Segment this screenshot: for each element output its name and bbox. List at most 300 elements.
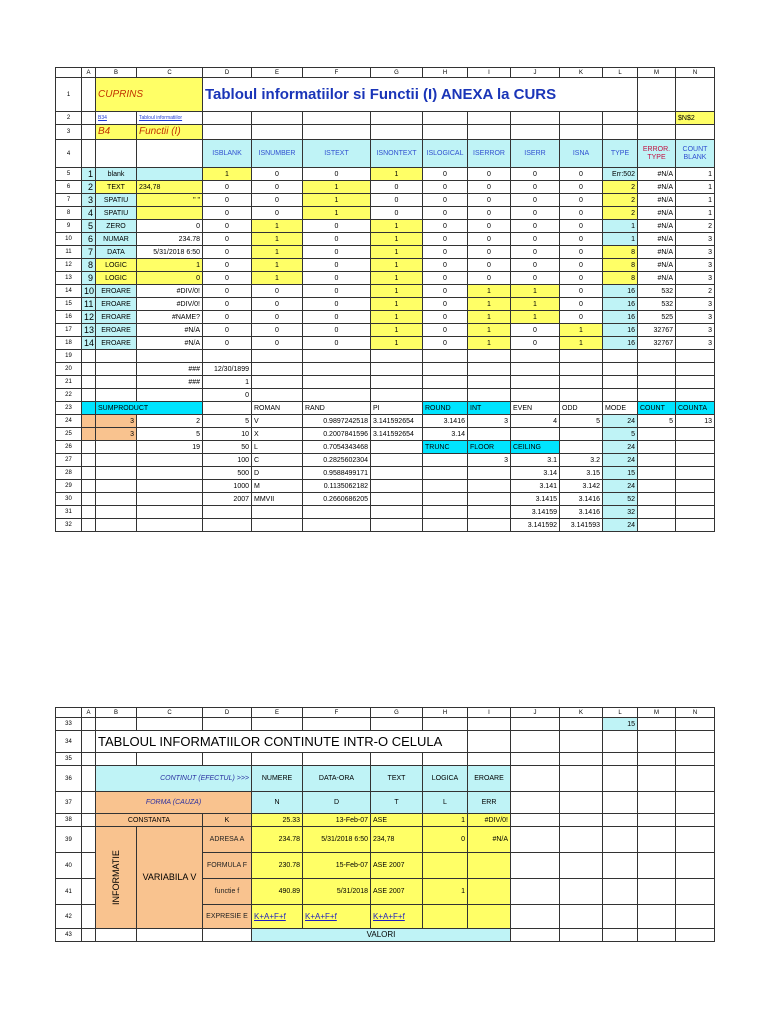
- row-value[interactable]: [137, 207, 203, 220]
- result-cell[interactable]: 1: [468, 285, 511, 298]
- b4-cell[interactable]: B4: [96, 125, 137, 140]
- cell[interactable]: [371, 467, 423, 480]
- result-cell[interactable]: 16: [603, 285, 638, 298]
- valori-label[interactable]: VALORI: [252, 929, 511, 942]
- cell[interactable]: [371, 493, 423, 506]
- cell[interactable]: [82, 493, 96, 506]
- row-number[interactable]: 30: [56, 493, 82, 506]
- cell[interactable]: [468, 753, 511, 766]
- cell[interactable]: [603, 389, 638, 402]
- col-header-k[interactable]: K: [560, 68, 603, 78]
- result-cell[interactable]: #N/A: [638, 168, 676, 181]
- cell[interactable]: [82, 467, 96, 480]
- result-cell[interactable]: 0: [560, 311, 603, 324]
- row-number[interactable]: 10: [56, 233, 82, 246]
- cell[interactable]: [638, 454, 676, 467]
- cell[interactable]: [603, 827, 638, 853]
- result-cell[interactable]: 3: [676, 272, 715, 285]
- constanta-k[interactable]: K: [203, 814, 252, 827]
- row-value[interactable]: 234,78: [137, 181, 203, 194]
- col-header-d[interactable]: D: [203, 68, 252, 78]
- cell[interactable]: 0: [423, 827, 468, 853]
- cell[interactable]: [638, 766, 676, 792]
- result-cell[interactable]: 1: [371, 259, 423, 272]
- cell[interactable]: [423, 853, 468, 879]
- row-number[interactable]: 27: [56, 454, 82, 467]
- result-cell[interactable]: 0: [511, 233, 560, 246]
- result-cell[interactable]: 0: [423, 246, 468, 259]
- row-number[interactable]: 24: [56, 415, 82, 428]
- link-tablou[interactable]: Tabloul informatiilor: [137, 112, 203, 125]
- row-number[interactable]: 21: [56, 376, 82, 389]
- cell[interactable]: [560, 112, 603, 125]
- cell[interactable]: [468, 112, 511, 125]
- cell[interactable]: 3.15: [560, 467, 603, 480]
- cell[interactable]: 50: [203, 441, 252, 454]
- cell[interactable]: [676, 363, 715, 376]
- cell[interactable]: M: [252, 480, 303, 493]
- result-cell[interactable]: 0: [560, 168, 603, 181]
- result-cell[interactable]: 2: [676, 220, 715, 233]
- result-cell[interactable]: 1: [603, 233, 638, 246]
- cell[interactable]: [203, 506, 252, 519]
- result-cell[interactable]: 1: [468, 337, 511, 350]
- cell-counta[interactable]: COUNTA: [676, 402, 715, 415]
- cell[interactable]: [676, 78, 715, 112]
- row-number[interactable]: 18: [56, 337, 82, 350]
- col-header-g[interactable]: G: [371, 68, 423, 78]
- col-header-n[interactable]: N: [676, 708, 715, 718]
- cell[interactable]: [676, 929, 715, 942]
- cell[interactable]: [423, 506, 468, 519]
- cell[interactable]: 5: [203, 415, 252, 428]
- result-cell[interactable]: 0: [560, 220, 603, 233]
- row-label[interactable]: blank: [96, 168, 137, 181]
- cell[interactable]: [252, 753, 303, 766]
- cell-sumproduct[interactable]: SUMPRODUCT: [96, 402, 203, 415]
- row-index[interactable]: 11: [82, 298, 96, 311]
- cell[interactable]: 0.7054343468: [303, 441, 371, 454]
- cell-pi[interactable]: PI: [371, 402, 423, 415]
- col-header-c[interactable]: C: [137, 708, 203, 718]
- formula-label[interactable]: FORMULA F: [203, 853, 252, 879]
- col-header-f[interactable]: F: [303, 708, 371, 718]
- cell[interactable]: ASE 2007: [371, 879, 423, 905]
- cell[interactable]: [371, 441, 423, 454]
- cell[interactable]: [96, 519, 137, 532]
- cell[interactable]: 500: [203, 467, 252, 480]
- cell[interactable]: [82, 125, 96, 140]
- row-label[interactable]: NUMAR: [96, 233, 137, 246]
- cell[interactable]: [676, 467, 715, 480]
- cell[interactable]: [137, 929, 203, 942]
- cell[interactable]: [82, 519, 96, 532]
- cell[interactable]: 3.2: [560, 454, 603, 467]
- cell[interactable]: [82, 853, 96, 879]
- cell[interactable]: [96, 718, 137, 731]
- cell[interactable]: [96, 493, 137, 506]
- cell-count[interactable]: COUNT: [638, 402, 676, 415]
- cell[interactable]: [511, 731, 560, 753]
- cell[interactable]: [603, 753, 638, 766]
- cell[interactable]: MMVII: [252, 493, 303, 506]
- cell[interactable]: [638, 792, 676, 814]
- cell[interactable]: [82, 454, 96, 467]
- cell[interactable]: [96, 929, 137, 942]
- result-cell[interactable]: 3: [676, 259, 715, 272]
- row-number[interactable]: 28: [56, 467, 82, 480]
- cell[interactable]: [468, 350, 511, 363]
- result-cell[interactable]: #N/A: [638, 220, 676, 233]
- result-cell[interactable]: 0: [303, 285, 371, 298]
- info-table-title[interactable]: TABLOUL INFORMATIILOR CONTINUTE INTR-O CELULA: [96, 731, 468, 753]
- cell[interactable]: [423, 112, 468, 125]
- cell[interactable]: [303, 718, 371, 731]
- result-cell[interactable]: 0: [560, 298, 603, 311]
- cell[interactable]: 230.78: [252, 853, 303, 879]
- row-number[interactable]: 3: [56, 125, 82, 140]
- expression-link-1[interactable]: K+A+F+f: [252, 905, 303, 929]
- cell[interactable]: [560, 766, 603, 792]
- result-cell[interactable]: 0: [203, 259, 252, 272]
- cell[interactable]: [252, 718, 303, 731]
- result-cell[interactable]: 3: [676, 324, 715, 337]
- cell[interactable]: [82, 506, 96, 519]
- result-cell[interactable]: 2: [603, 181, 638, 194]
- row-number[interactable]: 13: [56, 272, 82, 285]
- cell[interactable]: [82, 879, 96, 905]
- result-cell[interactable]: 16: [603, 324, 638, 337]
- cell-trunc[interactable]: TRUNC: [423, 441, 468, 454]
- cell[interactable]: 3.14: [423, 428, 468, 441]
- cell[interactable]: 0.2825602304: [303, 454, 371, 467]
- row-value[interactable]: 0: [137, 272, 203, 285]
- cell[interactable]: [603, 879, 638, 905]
- result-cell[interactable]: 0: [203, 220, 252, 233]
- col-header-f[interactable]: F: [303, 68, 371, 78]
- row-number[interactable]: 36: [56, 766, 82, 792]
- cell[interactable]: [676, 428, 715, 441]
- result-cell[interactable]: 32767: [638, 324, 676, 337]
- cell-roman[interactable]: ROMAN: [252, 402, 303, 415]
- cell[interactable]: [468, 125, 511, 140]
- row-label[interactable]: SPATIU: [96, 207, 137, 220]
- cell[interactable]: [676, 125, 715, 140]
- cell[interactable]: 24: [603, 415, 638, 428]
- cell[interactable]: [423, 480, 468, 493]
- result-cell[interactable]: #N/A: [638, 194, 676, 207]
- result-cell[interactable]: 1: [676, 168, 715, 181]
- result-cell[interactable]: 1: [468, 311, 511, 324]
- row-number[interactable]: 22: [56, 389, 82, 402]
- cell[interactable]: [468, 506, 511, 519]
- result-cell[interactable]: 1: [303, 194, 371, 207]
- result-cell[interactable]: 1: [371, 246, 423, 259]
- cell[interactable]: [82, 753, 96, 766]
- result-cell[interactable]: 0: [423, 181, 468, 194]
- cell[interactable]: C: [252, 454, 303, 467]
- result-cell[interactable]: #N/A: [638, 259, 676, 272]
- header-iserror[interactable]: ISERROR: [468, 140, 511, 168]
- cell[interactable]: [82, 415, 96, 428]
- result-cell[interactable]: 1: [371, 168, 423, 181]
- cell[interactable]: [303, 376, 371, 389]
- row-number[interactable]: 4: [56, 140, 82, 168]
- cell[interactable]: 3.141592: [511, 519, 560, 532]
- cell[interactable]: [638, 441, 676, 454]
- result-cell[interactable]: #N/A: [638, 246, 676, 259]
- result-cell[interactable]: 1: [511, 311, 560, 324]
- result-cell[interactable]: 0: [468, 233, 511, 246]
- cell[interactable]: [468, 853, 511, 879]
- row-number[interactable]: 2: [56, 112, 82, 125]
- result-cell[interactable]: 0: [560, 259, 603, 272]
- result-cell[interactable]: 0: [423, 168, 468, 181]
- result-cell[interactable]: 0: [560, 285, 603, 298]
- cell[interactable]: [603, 731, 638, 753]
- col-header-b[interactable]: B: [96, 708, 137, 718]
- result-cell[interactable]: 0: [303, 311, 371, 324]
- cell[interactable]: [511, 814, 560, 827]
- cell[interactable]: [511, 112, 560, 125]
- result-cell[interactable]: 0: [203, 207, 252, 220]
- result-cell[interactable]: 1: [560, 337, 603, 350]
- cell[interactable]: [560, 363, 603, 376]
- result-cell[interactable]: 1: [371, 324, 423, 337]
- row-label[interactable]: DATA: [96, 246, 137, 259]
- result-cell[interactable]: 0: [303, 259, 371, 272]
- result-cell[interactable]: #N/A: [638, 233, 676, 246]
- result-cell[interactable]: 0: [511, 194, 560, 207]
- cell[interactable]: 5: [638, 415, 676, 428]
- cell[interactable]: [468, 718, 511, 731]
- cell[interactable]: [303, 125, 371, 140]
- col-header-c[interactable]: C: [137, 68, 203, 78]
- cell[interactable]: [252, 350, 303, 363]
- cell[interactable]: [82, 929, 96, 942]
- result-cell[interactable]: 0: [560, 181, 603, 194]
- cell[interactable]: [371, 454, 423, 467]
- result-cell[interactable]: 1: [676, 207, 715, 220]
- cell[interactable]: [676, 905, 715, 929]
- result-cell[interactable]: 0: [511, 181, 560, 194]
- row-value[interactable]: #NAME?: [137, 311, 203, 324]
- row-number[interactable]: 1: [56, 78, 82, 112]
- header-type[interactable]: TYPE: [603, 140, 638, 168]
- cell[interactable]: [560, 389, 603, 402]
- header-countblank[interactable]: COUNT BLANK: [676, 140, 715, 168]
- result-cell[interactable]: 0: [203, 194, 252, 207]
- cell[interactable]: 24: [603, 441, 638, 454]
- result-cell[interactable]: 2: [603, 207, 638, 220]
- cell[interactable]: [603, 766, 638, 792]
- row-value[interactable]: 0: [137, 220, 203, 233]
- cell[interactable]: [137, 454, 203, 467]
- result-cell[interactable]: 0: [560, 194, 603, 207]
- cell[interactable]: [603, 792, 638, 814]
- cell[interactable]: [511, 125, 560, 140]
- result-cell[interactable]: 1: [371, 311, 423, 324]
- result-cell[interactable]: 0: [252, 194, 303, 207]
- result-cell[interactable]: #N/A: [638, 272, 676, 285]
- result-cell[interactable]: 0: [511, 207, 560, 220]
- result-cell[interactable]: 8: [603, 246, 638, 259]
- row-value[interactable]: 5/31/2018 6:50: [137, 246, 203, 259]
- cell[interactable]: [638, 376, 676, 389]
- cell[interactable]: [603, 929, 638, 942]
- cell[interactable]: [560, 879, 603, 905]
- cell[interactable]: [638, 879, 676, 905]
- forma-l[interactable]: L: [423, 792, 468, 814]
- result-cell[interactable]: 1: [371, 220, 423, 233]
- adresa-label[interactable]: ADRESA A: [203, 827, 252, 853]
- result-cell[interactable]: 0: [252, 324, 303, 337]
- cell[interactable]: [468, 879, 511, 905]
- cell[interactable]: [676, 389, 715, 402]
- cell[interactable]: [560, 827, 603, 853]
- result-cell[interactable]: 0: [252, 207, 303, 220]
- result-cell[interactable]: 0: [252, 168, 303, 181]
- cell[interactable]: [638, 905, 676, 929]
- result-cell[interactable]: 0: [203, 233, 252, 246]
- forma-t[interactable]: T: [371, 792, 423, 814]
- result-cell[interactable]: 0: [303, 220, 371, 233]
- result-cell[interactable]: 0: [560, 272, 603, 285]
- cell[interactable]: [82, 814, 96, 827]
- col-header-d[interactable]: D: [203, 708, 252, 718]
- result-cell[interactable]: 1: [252, 259, 303, 272]
- col-header-i[interactable]: I: [468, 708, 511, 718]
- header-numere[interactable]: NUMERE: [252, 766, 303, 792]
- link-b34[interactable]: B34: [96, 112, 137, 125]
- result-cell[interactable]: 16: [603, 337, 638, 350]
- cell[interactable]: 3: [468, 454, 511, 467]
- col-header-j[interactable]: J: [511, 708, 560, 718]
- cell[interactable]: [371, 506, 423, 519]
- cell-ceiling[interactable]: CEILING: [511, 441, 560, 454]
- header-errortype[interactable]: ERROR. TYPE: [638, 140, 676, 168]
- cell[interactable]: [638, 112, 676, 125]
- header-eroare[interactable]: EROARE: [468, 766, 511, 792]
- result-cell[interactable]: 3: [676, 246, 715, 259]
- row-index[interactable]: 10: [82, 285, 96, 298]
- cell[interactable]: [423, 718, 468, 731]
- result-cell[interactable]: 0: [511, 272, 560, 285]
- cell[interactable]: [203, 350, 252, 363]
- result-cell[interactable]: 1: [252, 272, 303, 285]
- cell[interactable]: [511, 350, 560, 363]
- cell[interactable]: [676, 350, 715, 363]
- cell[interactable]: [638, 467, 676, 480]
- result-cell[interactable]: 0: [303, 324, 371, 337]
- col-header-j[interactable]: J: [511, 68, 560, 78]
- row-number[interactable]: 26: [56, 441, 82, 454]
- result-cell[interactable]: 0: [423, 259, 468, 272]
- row-label[interactable]: LOGIC: [96, 272, 137, 285]
- result-cell[interactable]: 3: [676, 298, 715, 311]
- row-index[interactable]: 6: [82, 233, 96, 246]
- cell[interactable]: 0: [203, 389, 252, 402]
- result-cell[interactable]: 0: [511, 246, 560, 259]
- row-index[interactable]: 7: [82, 246, 96, 259]
- cell[interactable]: [137, 519, 203, 532]
- row-value[interactable]: 1: [137, 259, 203, 272]
- cell[interactable]: [676, 827, 715, 853]
- result-cell[interactable]: 0: [423, 233, 468, 246]
- row-number[interactable]: 31: [56, 506, 82, 519]
- cell[interactable]: 24: [603, 454, 638, 467]
- cell-floor[interactable]: FLOOR: [468, 441, 511, 454]
- cell[interactable]: [137, 718, 203, 731]
- cell[interactable]: [303, 506, 371, 519]
- cell[interactable]: [203, 125, 252, 140]
- cell[interactable]: 2: [137, 415, 203, 428]
- row-index[interactable]: 2: [82, 181, 96, 194]
- row-number[interactable]: 43: [56, 929, 82, 942]
- cell[interactable]: 3.1416: [423, 415, 468, 428]
- result-cell[interactable]: 1: [371, 233, 423, 246]
- row-number[interactable]: 39: [56, 827, 82, 853]
- cell[interactable]: V: [252, 415, 303, 428]
- result-cell[interactable]: 0: [303, 298, 371, 311]
- row-number[interactable]: 42: [56, 905, 82, 929]
- row-number[interactable]: 40: [56, 853, 82, 879]
- cell[interactable]: [638, 78, 676, 112]
- cell[interactable]: [82, 905, 96, 929]
- result-cell[interactable]: 0: [560, 246, 603, 259]
- row-number[interactable]: 38: [56, 814, 82, 827]
- cell[interactable]: [603, 112, 638, 125]
- col-header-a[interactable]: A: [82, 68, 96, 78]
- cell[interactable]: 3.142: [560, 480, 603, 493]
- cell[interactable]: [511, 753, 560, 766]
- cell[interactable]: [252, 363, 303, 376]
- cell[interactable]: [252, 125, 303, 140]
- cell[interactable]: [676, 718, 715, 731]
- cell[interactable]: [423, 905, 468, 929]
- result-cell[interactable]: 0: [252, 311, 303, 324]
- cell[interactable]: [560, 905, 603, 929]
- row-value[interactable]: #N/A: [137, 337, 203, 350]
- cell[interactable]: [252, 376, 303, 389]
- cell[interactable]: [137, 389, 203, 402]
- cell[interactable]: [676, 879, 715, 905]
- result-cell[interactable]: 0: [303, 272, 371, 285]
- cell[interactable]: 3: [96, 428, 137, 441]
- cell[interactable]: 1: [423, 879, 468, 905]
- cell[interactable]: 15-Feb-07: [303, 853, 371, 879]
- cell[interactable]: [82, 78, 96, 112]
- cell[interactable]: 13-Feb-07: [303, 814, 371, 827]
- row-number[interactable]: 19: [56, 350, 82, 363]
- row-number[interactable]: 15: [56, 298, 82, 311]
- row-number[interactable]: 20: [56, 363, 82, 376]
- cell[interactable]: [676, 519, 715, 532]
- cell[interactable]: [96, 441, 137, 454]
- header-istext[interactable]: ISTEXT: [303, 140, 371, 168]
- cell[interactable]: [511, 792, 560, 814]
- cell[interactable]: [82, 731, 96, 753]
- row-number[interactable]: 32: [56, 519, 82, 532]
- row-index[interactable]: 4: [82, 207, 96, 220]
- result-cell[interactable]: 0: [303, 337, 371, 350]
- cell[interactable]: [423, 125, 468, 140]
- row-label[interactable]: LOGIC: [96, 259, 137, 272]
- cell[interactable]: [303, 363, 371, 376]
- result-cell[interactable]: 0: [203, 285, 252, 298]
- cell[interactable]: [638, 929, 676, 942]
- row-value[interactable]: #N/A: [137, 324, 203, 337]
